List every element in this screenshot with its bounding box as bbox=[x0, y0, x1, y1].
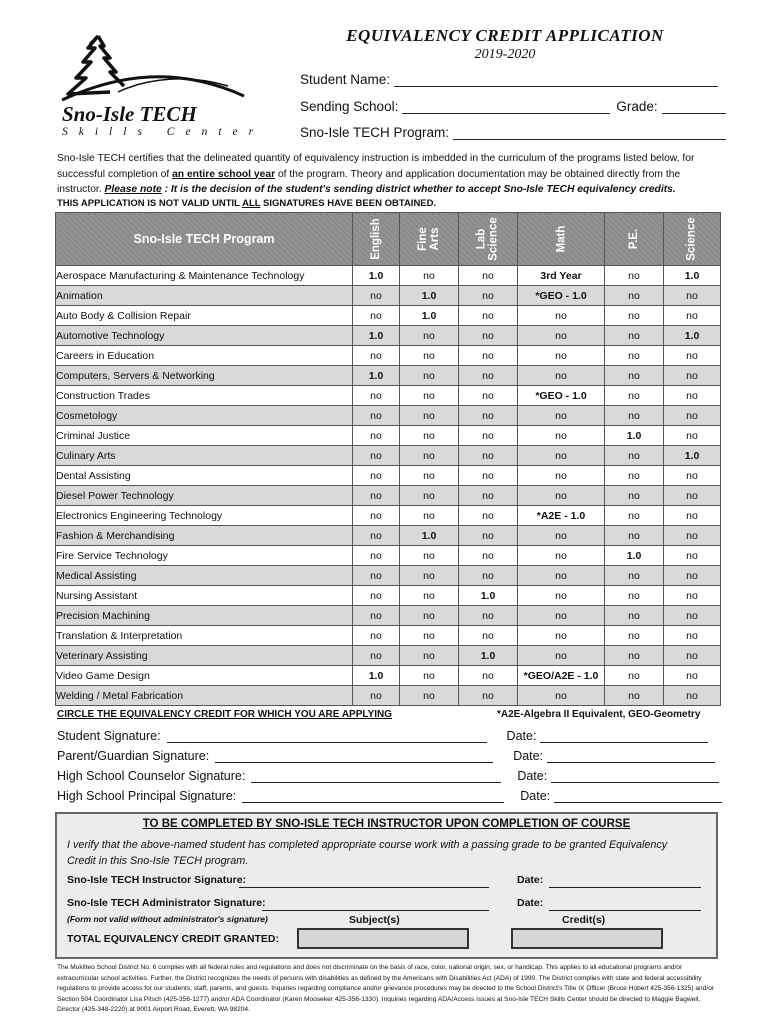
grade-field[interactable] bbox=[662, 99, 726, 114]
credit-cell[interactable]: no bbox=[605, 686, 664, 706]
credit-cell[interactable]: no bbox=[353, 506, 400, 526]
intro-part-2: of the program. Theory and application documentation may be obtained directly from the instructor. bbox=[57, 168, 681, 195]
form-year: 2019-2020 bbox=[474, 47, 536, 62]
credit-cell[interactable]: no bbox=[605, 506, 664, 526]
credit-cell[interactable]: no bbox=[518, 626, 605, 646]
date-label: Date: bbox=[513, 749, 544, 763]
credit-cell[interactable]: 3rd Year bbox=[518, 266, 605, 286]
credit-cell[interactable]: no bbox=[400, 566, 459, 586]
credit-cell[interactable]: no bbox=[605, 466, 664, 486]
credit-cell[interactable]: no bbox=[459, 346, 518, 366]
intro-part-1: Sno-Isle TECH certifies that the delineated quantity of equivalency instruction is imbedded in the curriculum of the programs listed below, for successful completion of bbox=[57, 153, 695, 180]
credit-cell[interactable]: no bbox=[353, 546, 400, 566]
credit-cell[interactable]: 1.0 bbox=[353, 326, 400, 346]
credit-cell[interactable]: no bbox=[605, 566, 664, 586]
not-valid-notice bbox=[57, 198, 436, 209]
credit-cell[interactable]: no bbox=[518, 346, 605, 366]
credit-cell[interactable]: no bbox=[518, 486, 605, 506]
table-row bbox=[56, 386, 721, 406]
credit-cell[interactable]: no bbox=[459, 406, 518, 426]
program-name-cell: Electronics Engineering Technology bbox=[56, 506, 353, 526]
program-name-cell: Dental Assisting bbox=[56, 466, 353, 486]
table-row bbox=[56, 486, 721, 506]
credit-cell[interactable]: no bbox=[605, 606, 664, 626]
fine-arts-column-header bbox=[400, 213, 459, 266]
credit-cell[interactable]: no bbox=[400, 606, 459, 626]
credit-cell[interactable]: 1.0 bbox=[353, 666, 400, 686]
credit-cell[interactable]: no bbox=[400, 406, 459, 426]
program-name-cell: Translation & Interpretation bbox=[56, 626, 353, 646]
credit-cell[interactable]: no bbox=[664, 546, 721, 566]
table-row bbox=[56, 566, 721, 586]
logo-name: Sno-Isle TECH bbox=[62, 102, 197, 126]
credit-cell[interactable]: no bbox=[400, 366, 459, 386]
credit-cell[interactable]: no bbox=[518, 306, 605, 326]
counselor-signature-field[interactable] bbox=[251, 768, 501, 783]
credit-cell[interactable]: no bbox=[664, 406, 721, 426]
credit-cell[interactable]: 1.0 bbox=[605, 426, 664, 446]
credit-cell[interactable]: no bbox=[400, 486, 459, 506]
credit-cell[interactable]: no bbox=[664, 426, 721, 446]
table-row bbox=[56, 646, 721, 666]
administrator-signature-label: Sno-Isle TECH Administrator Signature: bbox=[67, 897, 266, 909]
credit-cell[interactable]: no bbox=[459, 606, 518, 626]
credit-cell[interactable]: no bbox=[664, 466, 721, 486]
parent-signature-field[interactable] bbox=[215, 748, 493, 763]
credit-cell[interactable]: no bbox=[605, 526, 664, 546]
date-label: Date: bbox=[520, 789, 551, 803]
program-name-cell: Medical Assisting bbox=[56, 566, 353, 586]
credit-cell[interactable]: no bbox=[400, 626, 459, 646]
instructor-date-label: Date: bbox=[517, 874, 544, 886]
credit-cell[interactable]: no bbox=[459, 306, 518, 326]
credit-cell[interactable]: no bbox=[400, 506, 459, 526]
credit-cell[interactable]: 1.0 bbox=[459, 586, 518, 606]
fine-arts-header-2: Arts bbox=[428, 227, 441, 251]
credit-cell[interactable]: no bbox=[353, 486, 400, 506]
parent-signature-label: Parent/Guardian Signature: bbox=[57, 749, 210, 763]
counselor-date-field[interactable] bbox=[551, 768, 719, 783]
counselor-signature-label: High School Counselor Signature: bbox=[57, 769, 246, 783]
credit-cell[interactable]: no bbox=[605, 286, 664, 306]
program-name-cell: Criminal Justice bbox=[56, 426, 353, 446]
lab-science-header-1: Lab bbox=[475, 228, 488, 250]
table-row bbox=[56, 626, 721, 646]
credit-cell[interactable]: no bbox=[353, 526, 400, 546]
program-name-cell: Veterinary Assisting bbox=[56, 646, 353, 666]
table-row bbox=[56, 686, 721, 706]
total-credit-label: TOTAL EQUIVALENCY CREDIT GRANTED: bbox=[67, 933, 279, 945]
program-name-cell: Computers, Servers & Networking bbox=[56, 366, 353, 386]
administrator-date-label: Date: bbox=[517, 897, 544, 909]
pe-column-header bbox=[605, 213, 664, 266]
circle-instruction: CIRCLE THE EQUIVALENCY CREDIT FOR WHICH YOU ARE APPLYING bbox=[57, 709, 393, 720]
credit-cell[interactable]: 1.0 bbox=[459, 646, 518, 666]
credit-cell[interactable]: no bbox=[459, 686, 518, 706]
program-field[interactable] bbox=[453, 125, 726, 140]
credit-cell[interactable]: 1.0 bbox=[664, 326, 721, 346]
pe-header-label: P.E. bbox=[628, 228, 640, 250]
credit-cell[interactable]: no bbox=[400, 346, 459, 366]
credit-cell[interactable]: no bbox=[459, 326, 518, 346]
program-name-cell: Animation bbox=[56, 286, 353, 306]
credit-cell[interactable]: no bbox=[605, 266, 664, 286]
parent-signature-row bbox=[57, 748, 715, 763]
program-name-cell: Nursing Assistant bbox=[56, 586, 353, 606]
credit-cell[interactable]: no bbox=[353, 446, 400, 466]
principal-signature-label: High School Principal Signature: bbox=[57, 789, 237, 803]
credit-cell[interactable]: no bbox=[664, 386, 721, 406]
credit-cell[interactable]: no bbox=[459, 386, 518, 406]
table-row bbox=[56, 606, 721, 626]
credit-cell[interactable]: no bbox=[459, 426, 518, 446]
credit-cell[interactable]: 1.0 bbox=[353, 266, 400, 286]
not-valid-b: SIGNATURES HAVE BEEN OBTAINED. bbox=[260, 198, 437, 209]
program-name-cell: Welding / Metal Fabrication bbox=[56, 686, 353, 706]
credit-cell[interactable]: no bbox=[353, 286, 400, 306]
administrator-date-field[interactable] bbox=[549, 909, 701, 911]
credit-cell[interactable]: no bbox=[664, 586, 721, 606]
credit-cell[interactable]: no bbox=[664, 606, 721, 626]
math-footnote: *A2E-Algebra II Equivalent, GEO-Geometry bbox=[497, 709, 701, 720]
sending-school-row bbox=[300, 99, 726, 114]
table-row bbox=[56, 546, 721, 566]
credit-cell[interactable]: no bbox=[605, 386, 664, 406]
note-text: : It is the decision of the student's sending district whether to accept Sno-Isle TECH equivalency credits. bbox=[161, 184, 676, 195]
credit-cell[interactable]: no bbox=[518, 646, 605, 666]
student-signature-row bbox=[57, 728, 708, 743]
table-row bbox=[56, 586, 721, 606]
english-header-label: English bbox=[370, 218, 382, 260]
credit-cell[interactable]: no bbox=[353, 426, 400, 446]
credit-cell[interactable]: no bbox=[664, 286, 721, 306]
credit-cell[interactable]: no bbox=[459, 666, 518, 686]
logo-tree-icon bbox=[58, 34, 248, 104]
date-label: Date: bbox=[506, 729, 537, 743]
program-name-cell: Construction Trades bbox=[56, 386, 353, 406]
table-row bbox=[56, 466, 721, 486]
table-row bbox=[56, 286, 721, 306]
student-name-row bbox=[300, 72, 718, 87]
non-discrimination-disclaimer: The Mukilteo School District No. 6 complies with all federal rules and regulations and does not discriminate on the basis of race, color, national origin, sex, or handicap. This applies to all educational programs and/or extracurricular school activities. Further, the District recognizes the needs of persons with disabilities as defined by the Americans with Disabilities Act (ADA) of 1990. The District complies with state and federal accessibility regulations to provide access for our students, staff, parents, and guests. Inquiries regarding compliance and/or grievance procedures may be directed to the School District's Title IX Officer (Bruce Hobert 425-356-1325) and/or Section 504 Coordinator Lisa Pitsch (425-356-1277) and/or ADA Coordinator (Karen Mooseker 425-356-1330). Inquiries regarding ADA/Access issues at Sno-Isle TECH Skills Center should be directed to Maggie Bagwell, Director (425-348-2220) at 9001 Airport Road, Everett, WA 98204. bbox=[57, 964, 715, 1013]
grade-label: Grade: bbox=[616, 99, 658, 114]
credit-cell[interactable]: no bbox=[400, 646, 459, 666]
credit-cell[interactable]: no bbox=[353, 686, 400, 706]
credit-cell[interactable]: no bbox=[605, 406, 664, 426]
credit-cell[interactable]: 1.0 bbox=[400, 286, 459, 306]
table-header-row bbox=[56, 213, 721, 266]
table-row bbox=[56, 366, 721, 386]
credit-cell[interactable]: no bbox=[664, 486, 721, 506]
credit-cell[interactable]: no bbox=[353, 406, 400, 426]
sending-school-field[interactable] bbox=[402, 99, 610, 114]
credit-cell[interactable]: no bbox=[459, 266, 518, 286]
program-name-cell: Fire Service Technology bbox=[56, 546, 353, 566]
intro-emphasis: an entire school year bbox=[172, 168, 276, 180]
program-name-cell: Diesel Power Technology bbox=[56, 486, 353, 506]
table-row bbox=[56, 666, 721, 686]
credit-cell[interactable]: no bbox=[605, 366, 664, 386]
credit-cell[interactable]: 1.0 bbox=[664, 266, 721, 286]
credit-cell[interactable]: no bbox=[353, 606, 400, 626]
student-signature-field[interactable] bbox=[167, 728, 487, 743]
credit-cell[interactable]: no bbox=[518, 466, 605, 486]
table-row bbox=[56, 306, 721, 326]
credit-cell[interactable]: no bbox=[605, 326, 664, 346]
credit-cell[interactable]: no bbox=[605, 586, 664, 606]
credit-cell[interactable]: no bbox=[605, 646, 664, 666]
credit-cell[interactable]: no bbox=[400, 326, 459, 346]
date-label: Date: bbox=[517, 769, 548, 783]
credit-cell[interactable]: no bbox=[353, 306, 400, 326]
parent-date-field[interactable] bbox=[547, 748, 715, 763]
table-row bbox=[56, 426, 721, 446]
credit-cell[interactable]: no bbox=[353, 386, 400, 406]
principal-date-field[interactable] bbox=[554, 788, 722, 803]
program-name-cell: Culinary Arts bbox=[56, 446, 353, 466]
credit-cell[interactable]: no bbox=[605, 626, 664, 646]
student-name-label: Student Name: bbox=[300, 72, 391, 87]
credit-cell[interactable]: no bbox=[459, 486, 518, 506]
program-name-cell: Careers in Education bbox=[56, 346, 353, 366]
credit-cell[interactable]: no bbox=[518, 366, 605, 386]
credit-cell[interactable]: no bbox=[353, 466, 400, 486]
principal-signature-field[interactable] bbox=[242, 788, 504, 803]
math-header-label: Math bbox=[555, 225, 567, 253]
logo-subtitle: Skills Center bbox=[62, 126, 265, 138]
credit-cell[interactable]: 1.0 bbox=[353, 366, 400, 386]
credit-cell[interactable]: 1.0 bbox=[664, 446, 721, 466]
credit-cell[interactable]: no bbox=[459, 366, 518, 386]
credit-cell[interactable]: no bbox=[459, 626, 518, 646]
credit-cell[interactable]: no bbox=[459, 526, 518, 546]
credit-cell[interactable]: no bbox=[518, 406, 605, 426]
credit-cell[interactable]: no bbox=[400, 666, 459, 686]
student-signature-label: Student Signature: bbox=[57, 729, 161, 743]
credit-cell[interactable]: 1.0 bbox=[400, 306, 459, 326]
credit-cell[interactable]: no bbox=[605, 666, 664, 686]
credits-box[interactable] bbox=[511, 928, 663, 949]
credit-cell[interactable]: no bbox=[400, 686, 459, 706]
lab-science-column-header bbox=[459, 213, 518, 266]
credit-cell[interactable]: *A2E - 1.0 bbox=[518, 506, 605, 526]
science-header-label: Science bbox=[685, 217, 698, 261]
credit-cell[interactable]: no bbox=[353, 626, 400, 646]
credit-cell[interactable]: no bbox=[518, 606, 605, 626]
credit-cell[interactable]: no bbox=[664, 366, 721, 386]
credit-cell[interactable]: no bbox=[664, 506, 721, 526]
form-validity-note: (Form not valid without administrator's signature) bbox=[67, 914, 268, 924]
instructor-signature-field[interactable] bbox=[239, 886, 489, 888]
program-name-cell: Fashion & Merchandising bbox=[56, 526, 353, 546]
credit-cell[interactable]: no bbox=[518, 526, 605, 546]
credit-cell[interactable]: no bbox=[518, 686, 605, 706]
credit-cell[interactable]: no bbox=[400, 426, 459, 446]
credit-cell[interactable]: no bbox=[664, 306, 721, 326]
program-name-cell: Precision Machining bbox=[56, 606, 353, 626]
note-label: Please note bbox=[104, 184, 162, 195]
credit-cell[interactable]: no bbox=[353, 586, 400, 606]
table-row bbox=[56, 506, 721, 526]
credit-cell[interactable]: no bbox=[400, 466, 459, 486]
science-column-header bbox=[664, 213, 721, 266]
credit-cell[interactable]: no bbox=[459, 566, 518, 586]
english-column-header bbox=[353, 213, 400, 266]
credit-cell[interactable]: no bbox=[605, 346, 664, 366]
principal-signature-row bbox=[57, 788, 722, 803]
program-name-cell: Cosmetology bbox=[56, 406, 353, 426]
student-date-field[interactable] bbox=[540, 728, 708, 743]
credit-cell[interactable]: no bbox=[664, 346, 721, 366]
credit-cell[interactable]: 1.0 bbox=[605, 546, 664, 566]
program-name-cell: Auto Body & Collision Repair bbox=[56, 306, 353, 326]
table-row bbox=[56, 446, 721, 466]
table-row bbox=[56, 266, 721, 286]
program-column-header: Sno-Isle TECH Program bbox=[56, 213, 353, 266]
form-title: EQUIVALENCY CREDIT APPLICATION bbox=[346, 26, 664, 45]
credit-cell[interactable]: no bbox=[400, 546, 459, 566]
credit-cell[interactable]: 1.0 bbox=[400, 526, 459, 546]
math-column-header bbox=[518, 213, 605, 266]
table-row bbox=[56, 406, 721, 426]
credit-cell[interactable]: no bbox=[518, 426, 605, 446]
credit-cell[interactable]: no bbox=[400, 386, 459, 406]
credit-cell[interactable]: no bbox=[353, 646, 400, 666]
credit-cell[interactable]: *GEO - 1.0 bbox=[518, 386, 605, 406]
credit-cell[interactable]: no bbox=[459, 286, 518, 306]
table-row bbox=[56, 526, 721, 546]
student-name-field[interactable] bbox=[394, 72, 718, 87]
table-row bbox=[56, 326, 721, 346]
credit-cell[interactable]: no bbox=[518, 586, 605, 606]
subjects-label: Subject(s) bbox=[349, 914, 400, 926]
credit-cell[interactable]: no bbox=[605, 486, 664, 506]
instructor-box-heading: TO BE COMPLETED BY SNO-ISLE TECH INSTRUCTOR UPON COMPLETION OF COURSE bbox=[142, 818, 631, 830]
program-name-cell: Video Game Design bbox=[56, 666, 353, 686]
credit-cell[interactable]: no bbox=[605, 446, 664, 466]
lab-science-header-2: Science bbox=[487, 217, 500, 261]
credit-cell[interactable]: no bbox=[518, 446, 605, 466]
credit-cell[interactable]: no bbox=[459, 466, 518, 486]
credits-label: Credit(s) bbox=[562, 914, 606, 926]
credit-cell[interactable]: no bbox=[664, 626, 721, 646]
credit-cell[interactable]: no bbox=[518, 546, 605, 566]
credit-cell[interactable]: no bbox=[664, 666, 721, 686]
sending-school-label: Sending School: bbox=[300, 99, 399, 114]
credit-cell[interactable]: no bbox=[664, 526, 721, 546]
credit-cell[interactable]: no bbox=[400, 446, 459, 466]
program-name-cell: Automotive Technology bbox=[56, 326, 353, 346]
not-valid-a: THIS APPLICATION IS NOT VALID UNTIL bbox=[57, 198, 243, 209]
credit-cell[interactable]: no bbox=[664, 646, 721, 666]
program-label: Sno-Isle TECH Program: bbox=[300, 125, 450, 140]
intro-text bbox=[57, 151, 717, 198]
verification-statement: I verify that the above-named student has completed appropriate course work with a passing grade to be granted Equivalency Credit in this Sno-Isle TECH program. bbox=[67, 839, 668, 867]
credit-cell[interactable]: no bbox=[400, 266, 459, 286]
credit-cell[interactable]: no bbox=[459, 446, 518, 466]
credit-cell[interactable]: no bbox=[664, 566, 721, 586]
instructor-date-field[interactable] bbox=[549, 886, 701, 888]
credit-cell[interactable]: no bbox=[400, 586, 459, 606]
not-valid-all: ALL bbox=[242, 198, 261, 209]
credit-cell[interactable]: *GEO - 1.0 bbox=[518, 286, 605, 306]
program-name-cell: Aerospace Manufacturing & Maintenance Technology bbox=[56, 266, 353, 286]
credit-cell[interactable]: no bbox=[353, 346, 400, 366]
program-row bbox=[300, 125, 726, 140]
fine-arts-header-1: Fine bbox=[416, 227, 429, 251]
credit-table bbox=[55, 212, 721, 706]
subjects-box[interactable] bbox=[297, 928, 469, 949]
instructor-completion-box bbox=[55, 812, 718, 959]
instructor-signature-label: Sno-Isle TECH Instructor Signature: bbox=[67, 874, 247, 886]
credit-cell[interactable]: *GEO/A2E - 1.0 bbox=[518, 666, 605, 686]
credit-cell[interactable]: no bbox=[605, 306, 664, 326]
administrator-signature-field[interactable] bbox=[262, 909, 489, 911]
table-row bbox=[56, 346, 721, 366]
credit-cell[interactable]: no bbox=[459, 546, 518, 566]
credit-cell[interactable]: no bbox=[353, 566, 400, 586]
credit-cell[interactable]: no bbox=[664, 686, 721, 706]
credit-cell[interactable]: no bbox=[459, 506, 518, 526]
credit-cell[interactable]: no bbox=[518, 566, 605, 586]
credit-cell[interactable]: no bbox=[518, 326, 605, 346]
counselor-signature-row bbox=[57, 768, 719, 783]
